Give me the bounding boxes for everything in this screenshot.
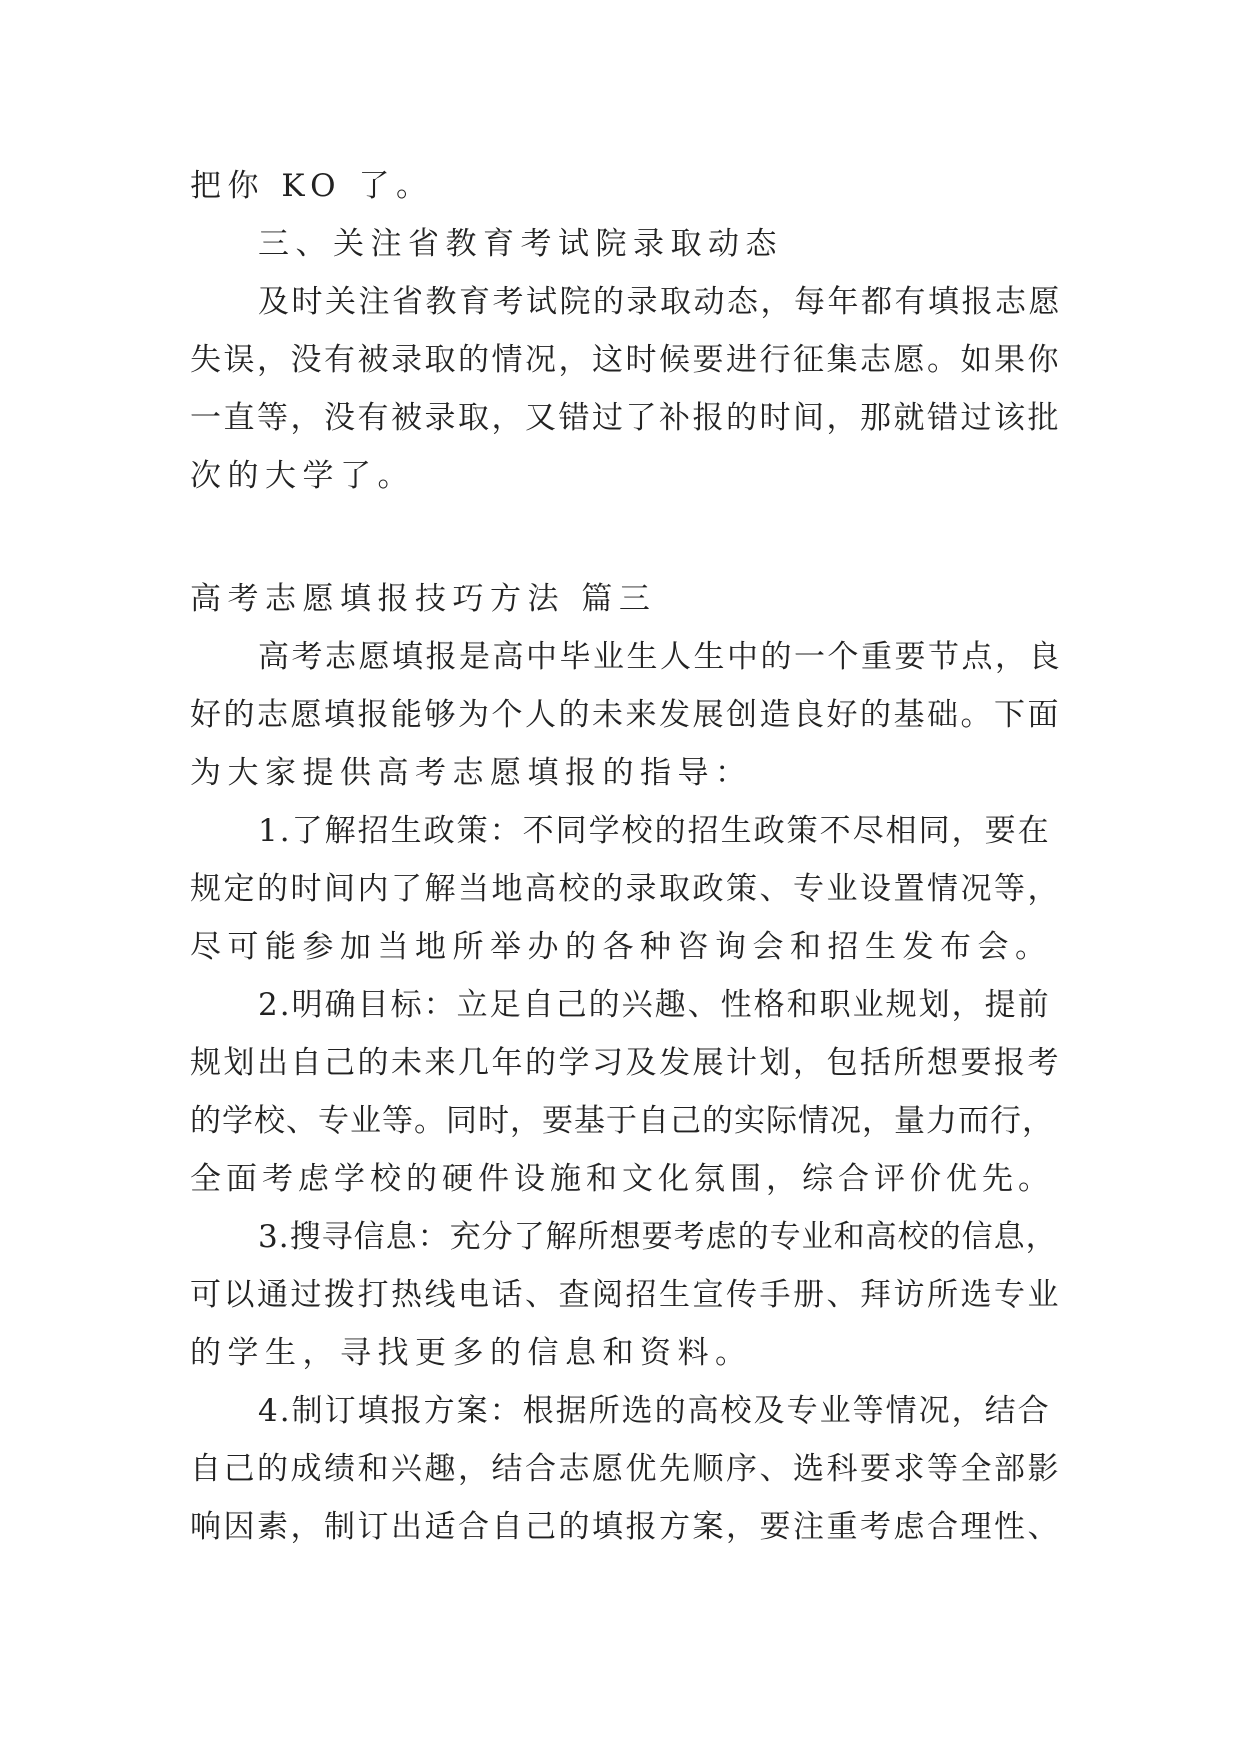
- text-line: 次的大学了。: [190, 458, 415, 494]
- text-line: 及时关注省教育考试院的录取动态，每年都有填报志愿: [258, 284, 1062, 320]
- section-heading: 三、关注省教育考试院录取动态: [258, 226, 783, 262]
- text-line: 3.搜寻信息：充分了解所想要考虑的专业和高校的信息，: [258, 1219, 1058, 1255]
- text-line: 尽可能参加当地所举办的各种咨询会和招生发布会。: [190, 929, 1053, 965]
- text-line: 为大家提供高考志愿填报的指导：: [190, 755, 753, 791]
- text-line: 的学生，寻找更多的信息和资料。: [190, 1335, 753, 1371]
- text-line: 响因素，制订出适合自己的填报方案，要注重考虑合理性、: [190, 1509, 1061, 1545]
- text-line: 可以通过拨打热线电话、查阅招生宣传手册、拜访所选专业: [190, 1277, 1061, 1313]
- text-line: 的学校、专业等。同时，要基于自己的实际情况，量力而行，: [190, 1103, 1054, 1139]
- text-line: 把你 KO 了。: [190, 168, 434, 204]
- text-line: 自己的成绩和兴趣，结合志愿优先顺序、选科要求等全部影: [190, 1451, 1061, 1487]
- text-line: 规划出自己的未来几年的学习及发展计划，包括所想要报考: [190, 1045, 1061, 1081]
- article-title: 高考志愿填报技巧方法 篇三: [190, 581, 657, 617]
- text-line: 一直等，没有被录取，又错过了补报的时间，那就错过该批: [190, 400, 1061, 436]
- text-line: 全面考虑学校的硬件设施和文化氛围，综合评价优先。: [190, 1161, 1054, 1197]
- text-line: 好的志愿填报能够为个人的未来发展创造良好的基础。下面: [190, 697, 1061, 733]
- text-line: 4.制订填报方案：根据所选的高校及专业等情况，结合: [258, 1393, 1051, 1429]
- text-line: 高考志愿填报是高中毕业生人生中的一个重要节点，良: [258, 639, 1062, 675]
- text-line: 2.明确目标：立足自己的兴趣、性格和职业规划，提前: [258, 987, 1051, 1023]
- text-line: 1.了解招生政策：不同学校的招生政策不尽相同，要在: [258, 813, 1051, 849]
- text-line: 失误，没有被录取的情况，这时候要进行征集志愿。如果你: [190, 342, 1061, 378]
- text-line: 规定的时间内了解当地高校的录取政策、专业设置情况等，: [190, 871, 1061, 907]
